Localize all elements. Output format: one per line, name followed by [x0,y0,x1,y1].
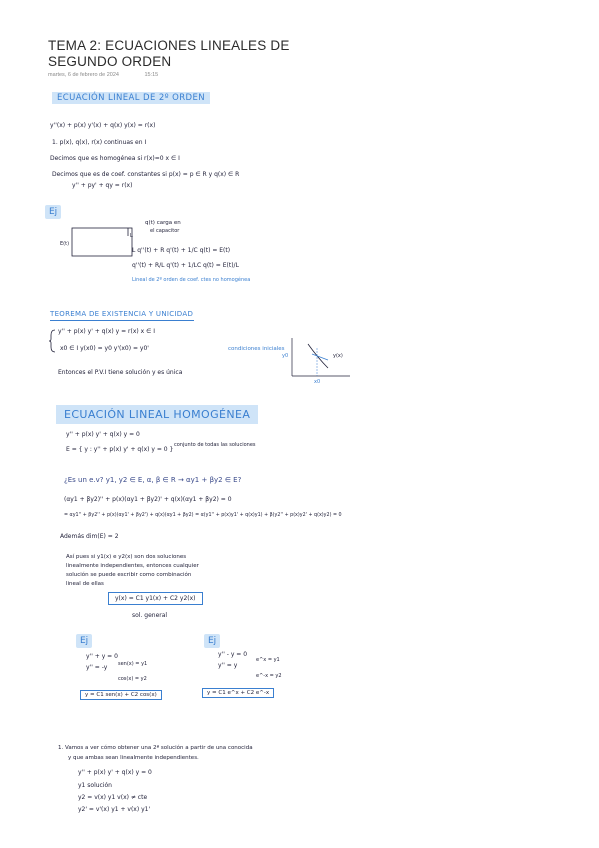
note-constant-coef: Decimos que es de coef. constantes si p(x) = p ∈ R y q(x) ∈ R [52,171,240,178]
example-1-solution: y = C1 sen(x) + C2 cos(x) [80,690,162,700]
circuit-note: Lineal de 2º orden de coef. ctes no homogénea [132,277,251,283]
example-2-equation: y'' - y = 0 [218,651,248,658]
example-badge: Ej [45,205,61,219]
independence-line-3: solución se puede escribir como combinación [66,572,192,578]
circuit-charge-note: q(t) carga en [145,220,181,226]
reduction-equation: y'' + p(x) y' + q(x) y = 0 [78,769,152,776]
example-1-y1: sen(x) = y1 [118,661,148,667]
example-1-rearranged: y'' = -y [86,664,108,671]
circuit-equation-1: L q''(t) + R q'(t) + 1/C q(t) = E(t) [132,247,231,254]
equation-general: y''(x) + p(x) y'(x) + q(x) y(x) = r(x) [50,122,156,129]
solution-set: E = { y : y'' + p(x) y' + q(x) y = 0 } [66,446,174,453]
circuit-charge-note-2: el capacitor [150,228,180,234]
example-2-solution: y = C1 e^x + C2 e^-x [202,688,274,698]
heading-underline [50,320,194,321]
general-solution-box: y(x) = C1 y1(x) + C2 y2(x) [108,592,203,605]
example-1-equation: y'' + y = 0 [86,653,118,660]
initial-conditions-label: condiciones iniciales [228,346,285,352]
equation-constant-coef: y'' + py' + qy = r(x) [72,182,133,189]
theorem-conclusion: Entonces el P.V.I tiene solución y es única [58,369,183,376]
section-heading-2: TEOREMA DE EXISTENCIA Y UNICIDAD [50,310,194,318]
example-badge-2: Ej [204,634,220,648]
page-time: 15:15 [144,72,159,78]
page-title: TEMA 2: ECUACIONES LINEALES DE SEGUNDO ORDEN [48,38,290,69]
example-2-y1: e^x = y1 [256,657,280,663]
circuit-label-e: E(t) [60,241,70,247]
reduction-intro-2: y que ambas sean linealmente independientes. [68,755,199,761]
reduction-y2-derivative: y2' = v'(x) y1 + v(x) y1' [78,806,151,813]
note-homogeneous: Decimos que es homogénea si r(x)=0 x ∈ I [50,155,180,162]
reduction-y2: y2 = v(x) y1 v(x) ≠ cte [78,794,148,801]
theorem-initial: x0 ∈ I y(x0) = y0 y'(x0) = y0' [60,345,149,352]
system-brace [49,329,57,353]
theorem-equation: y'' + p(x) y' + q(x) y = r(x) x ∈ I [58,328,155,335]
example-2-rearranged: y'' = y [218,662,238,669]
section-heading-3: ECUACIÓN LINEAL HOMOGÉNEA [56,405,258,424]
homogeneous-equation: y'' + p(x) y' + q(x) y = 0 [66,431,140,438]
general-solution-label: sol. general [132,612,168,619]
page-meta [48,72,182,78]
section-heading-1: ECUACIÓN LINEAL DE 2º ORDEN [52,92,210,104]
reduction-intro-1: 1. Vamos a ver cómo obtener una 2ª solución a partir de una conocida [58,745,253,751]
graph-x0-label: x0 [314,379,321,385]
linear-combination-1: (αy1 + βy2)'' + p(x)(αy1 + βy2)' + q(x)(αy1 + βy2) = 0 [64,496,232,503]
note-continuity: 1. p(x), q(x), r(x) continuas en I [52,139,147,146]
example-1-y2: cos(x) = y2 [118,676,147,682]
circuit-label-l: L [130,233,133,239]
example-2-y2: e^-x = y2 [256,673,282,679]
example-badge-1: Ej [76,634,92,648]
solution-graph [290,338,350,383]
reduction-y1: y1 solución [78,782,112,789]
page-date: martes, 6 de febrero de 2024 [48,72,119,78]
solution-set-note: conjunto de todas las soluciones [174,442,256,448]
independence-line-2: linealmente independientes, entonces cualquier [66,563,199,569]
vector-space-question: ¿Es un e.v? y1, y2 ∈ E, α, β ∈ R → αy1 + βy2 ∈ E? [64,476,242,484]
graph-yx-label: y(x) [333,353,343,359]
circuit-equation-2: q''(t) + R/L q'(t) + 1/LC q(t) = E(t)/L [132,262,239,269]
independence-line-4: lineal de ellas [66,581,104,587]
circuit-diagram [60,222,140,262]
linear-combination-2: = αy1'' + βy2'' + p(x)(αy1' + βy2') + q(x)(αy1 + βy2) = α(y1'' + p(x)y1' + q(x)y1) + β(y2'' + p(x)y2' + q(x)y2) = 0 [64,513,342,518]
independence-line-1: Así pues si y1(x) e y2(x) son dos soluciones [66,554,187,560]
dimension-note: Además dim(E) = 2 [60,533,119,540]
graph-y0-label: y0 [282,353,289,359]
